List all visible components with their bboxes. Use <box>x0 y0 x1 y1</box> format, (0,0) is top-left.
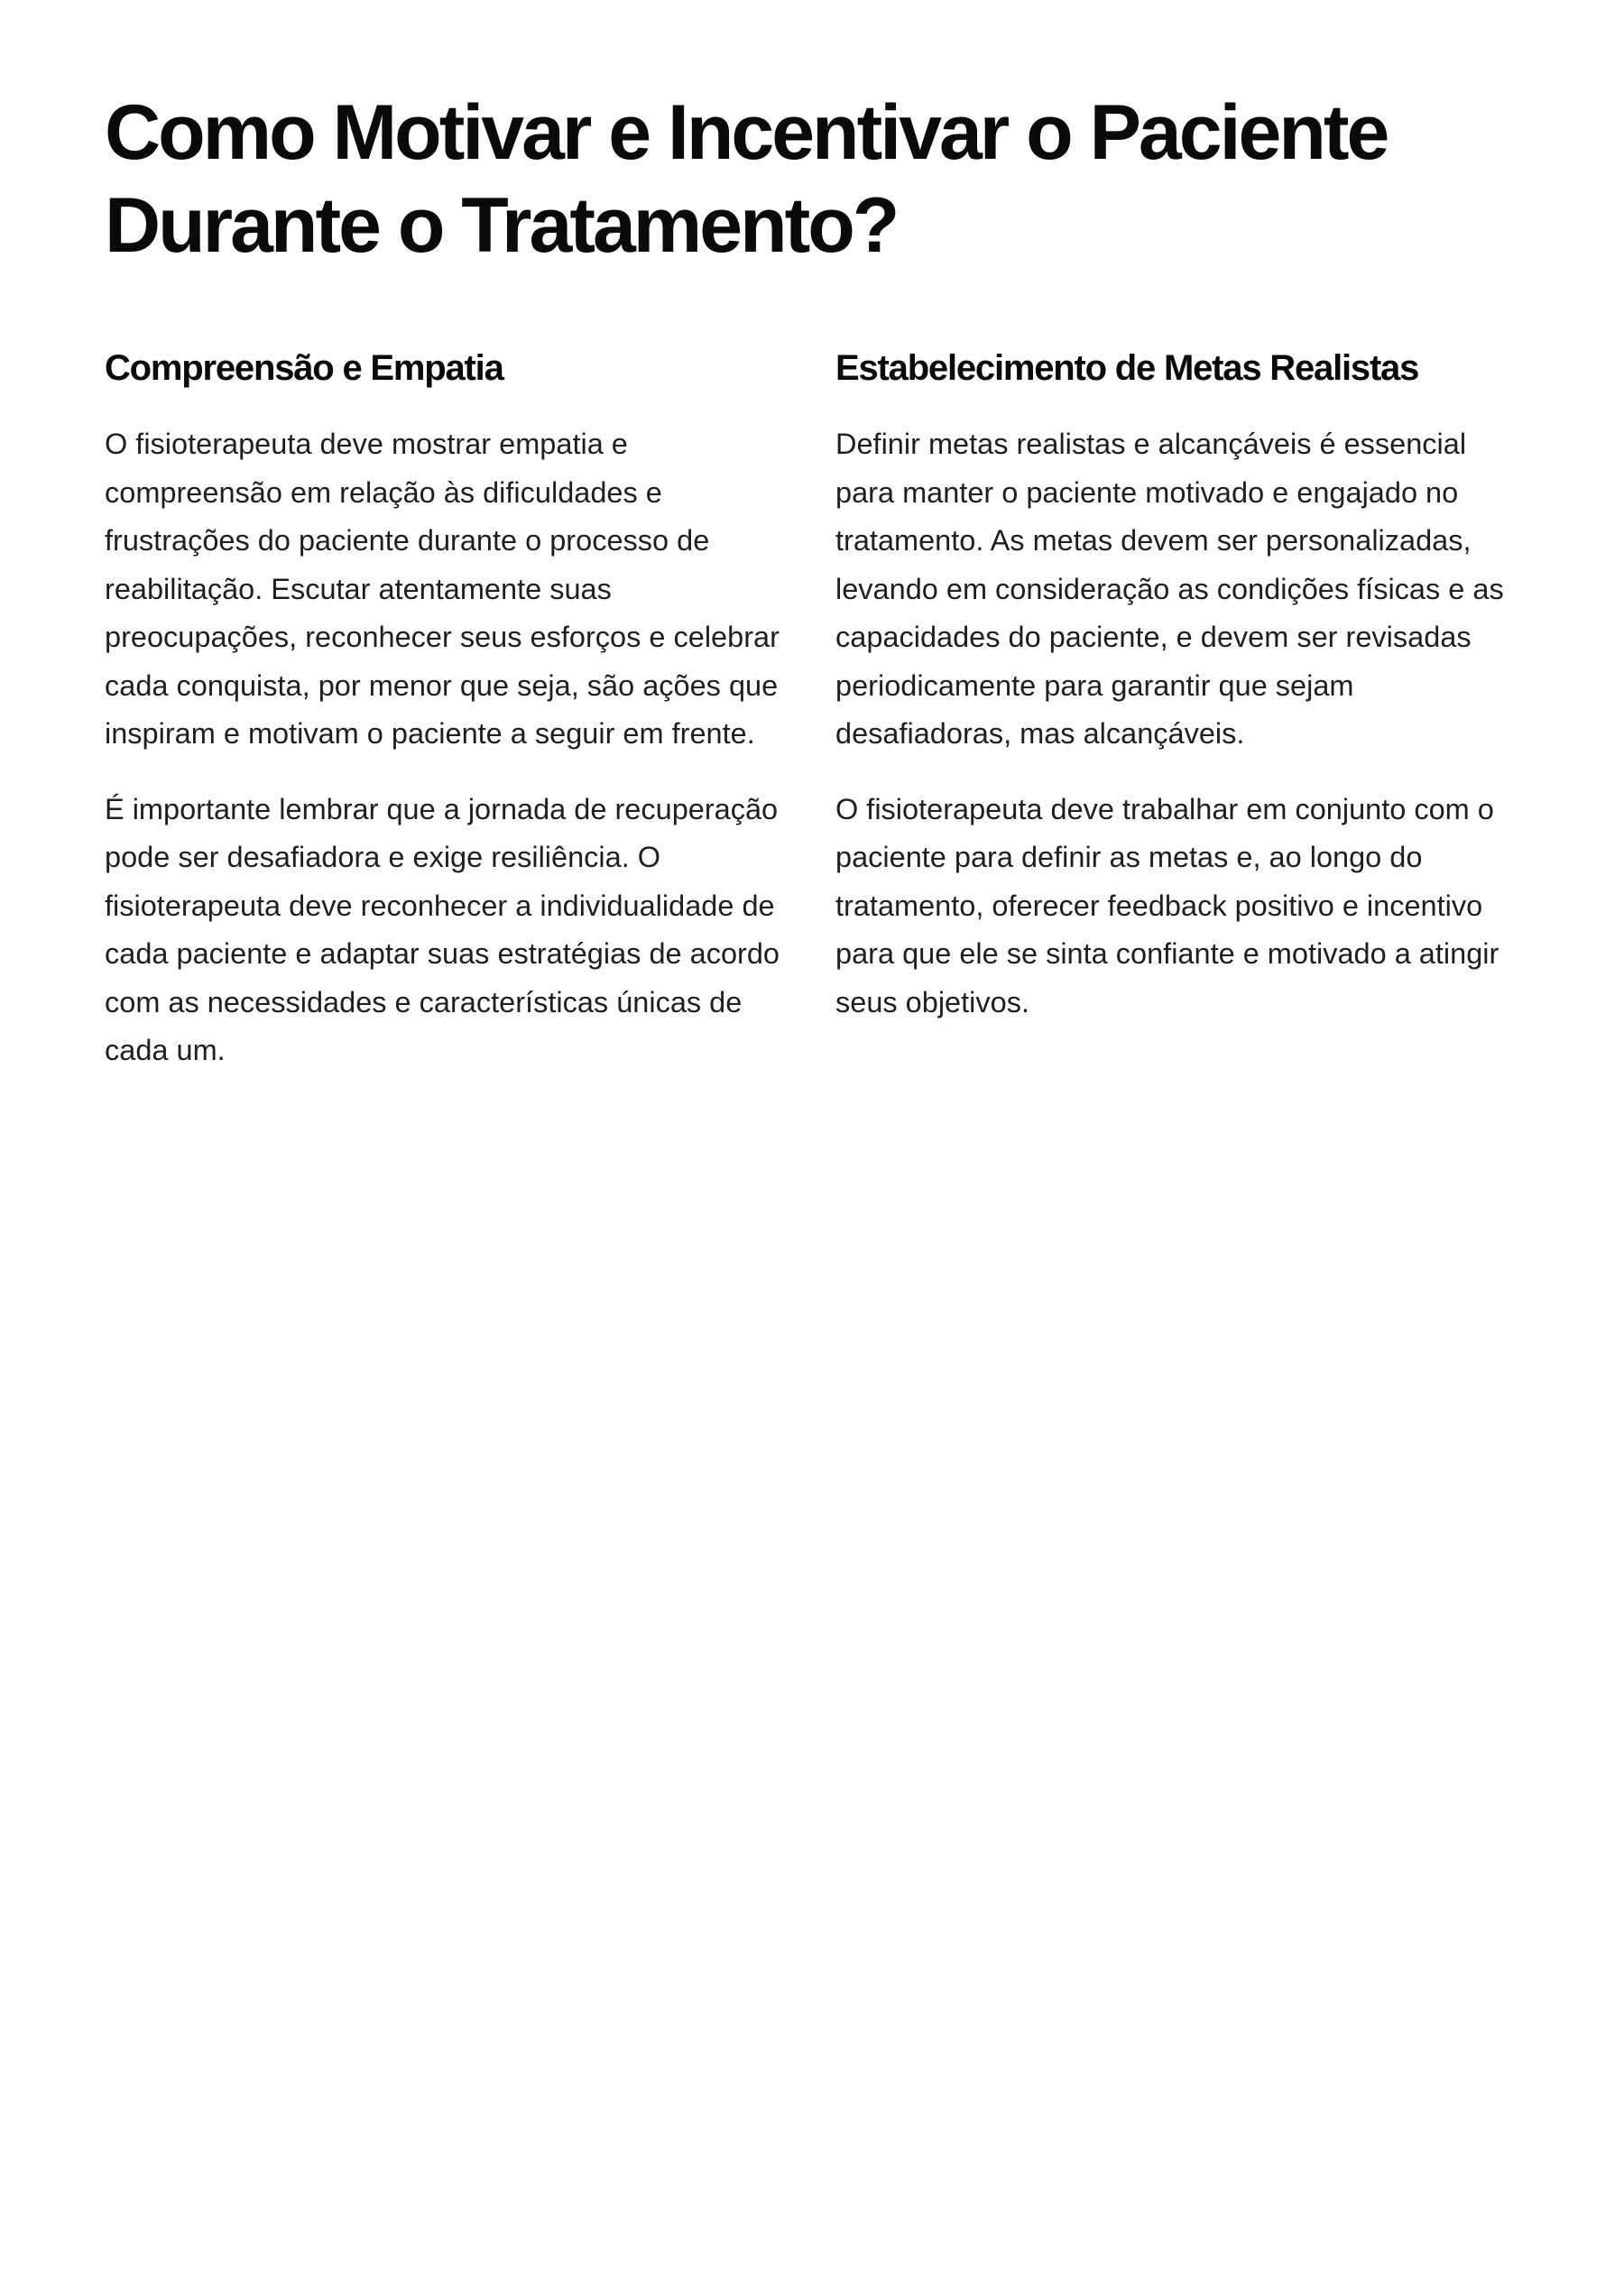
section-metas-realistas <box>835 346 1519 1102</box>
paragraph-empatia-1: O fisioterapeuta deve mostrar empatia e compreensão em relação às dificuldades e frustrações do paciente durante o processo de reabilitação. Escutar atentamente suas preocupações, reconhecer seus esforços e celebrar cada conquista, por menor que seja, são ações que inspiram e motivam o paciente a seguir em frente. <box>105 428 780 750</box>
section-heading-metas-realistas: Estabelecimento de Metas Realistas <box>835 348 1419 388</box>
paragraph-metas-1: Definir metas realistas e alcançáveis é essencial para manter o paciente motivado e engajado no tratamento. As metas devem ser personalizadas, levando em consideração as condições físicas e as capacidades do paciente, e devem ser revisadas periodicamente para garantir que sejam desafiadoras, mas alcançáveis. <box>835 428 1504 750</box>
paragraph-empatia-2: É importante lembrar que a jornada de recuperação pode ser desafiadora e exige resiliência. O fisioterapeuta deve reconhecer a individualidade de cada paciente e adaptar suas estratégias de acordo com as necessidades e características únicas de cada um. <box>105 792 780 1066</box>
paragraph-metas-2: O fisioterapeuta deve trabalhar em conjunto com o paciente para definir as metas e, ao longo do tratamento, oferecer feedback positivo e incentivo para que ele se sinta confiante e motivado a atingir seus objetivos. <box>835 792 1499 1018</box>
two-column-content <box>105 346 1519 1102</box>
page-title: Como Motivar e Incentivar o Paciente Durante o Tratamento? <box>105 89 1388 269</box>
section-compreensao-empatia <box>105 346 783 1102</box>
section-heading-compreensao-empatia: Compreensão e Empatia <box>105 348 503 388</box>
